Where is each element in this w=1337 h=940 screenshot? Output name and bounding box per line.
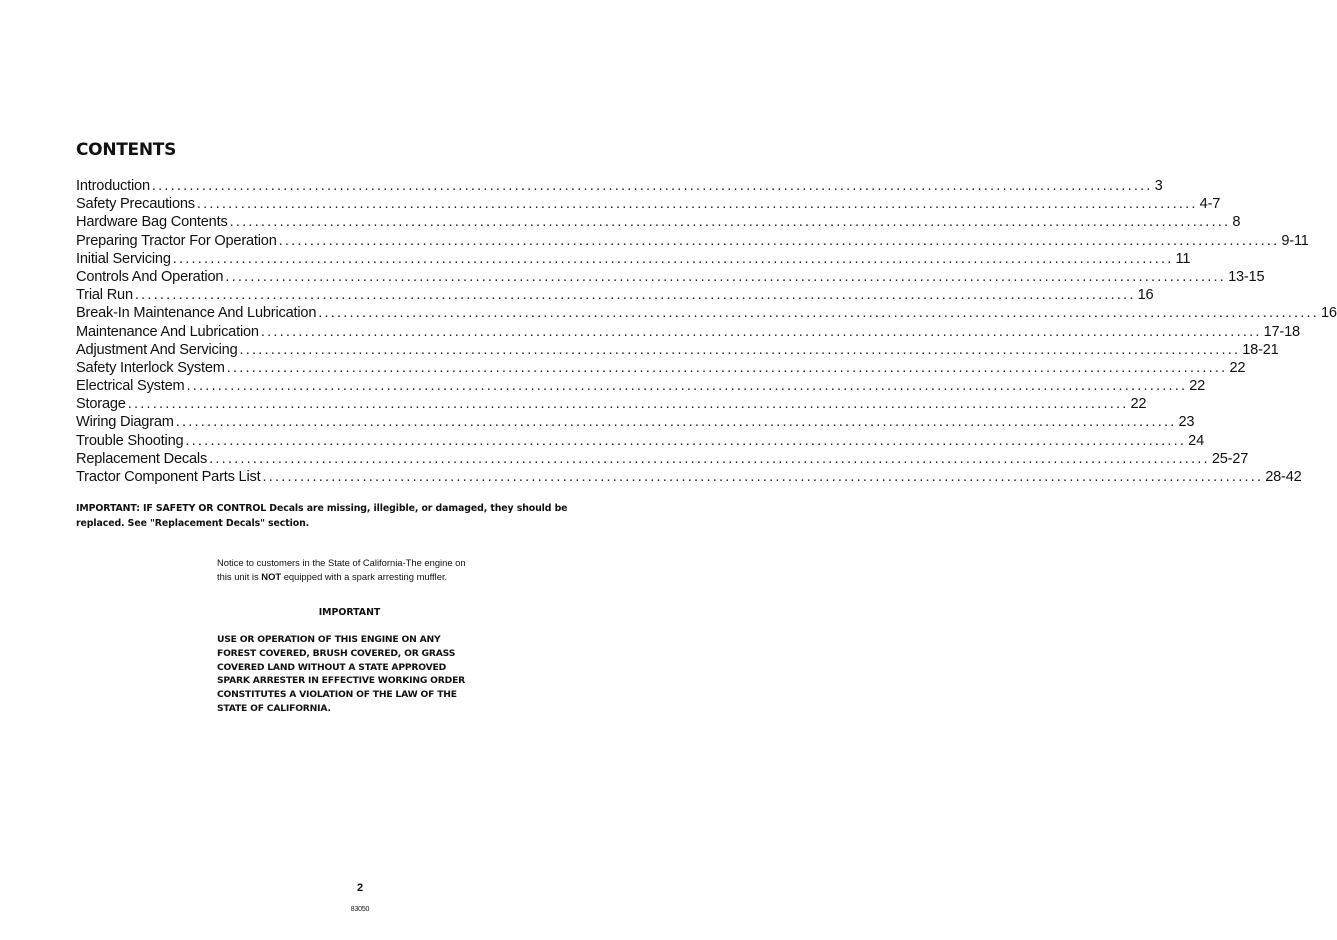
toc-entry <box>76 195 1221 213</box>
toc-leader-dots: ................................................................................................................................................................ <box>196 196 1198 213</box>
toc-entry <box>76 359 1246 377</box>
california-law-warning: USE OR OPERATION OF THIS ENGINE ON ANY FOREST COVERED, BRUSH COVERED, OR GRASS COVERED LAND WITHOUT A STATE APPROVED SPARK ARRESTER IN EFFECTIVE WORKING ORDER CONSTITUTES A VIOLATION OF THE LAW OF THE STATE OF CALIFORNIA. <box>217 634 466 714</box>
toc-entry-title: Electrical System <box>76 378 185 395</box>
toc-entry-page: 22 <box>1229 359 1246 376</box>
toc-entry-title: Tractor Component Parts List <box>76 469 261 485</box>
toc-leader-dots: ................................................................................................................................................................ <box>172 250 1174 267</box>
toc-entry-title: Storage <box>76 396 126 413</box>
toc-entry-title: Trouble Shooting <box>76 432 184 449</box>
toc-entry <box>76 213 1241 231</box>
toc-entry <box>76 341 1279 359</box>
toc-leader-dots: ................................................................................................................................................................ <box>229 214 1231 231</box>
toc-entry-title: Adjustment And Servicing <box>76 341 238 358</box>
toc-entry-page: 16 <box>1137 287 1154 304</box>
toc-entry-page: 25-27 <box>1211 450 1249 467</box>
toc-entry <box>76 177 1163 195</box>
toc-entry <box>76 377 1206 395</box>
toc-entry <box>76 286 1154 304</box>
page-number: 2 <box>356 882 364 894</box>
notice-text-after: equipped with a spark arresting muffler. <box>281 571 448 582</box>
toc-entry-title: Initial Servicing <box>76 250 171 267</box>
toc-entry-page: 22 <box>1189 378 1206 395</box>
toc-entry-page: 23 <box>1178 414 1195 431</box>
toc-entry-page: 17-18 <box>1263 323 1300 340</box>
toc-entry-page: 22 <box>1130 396 1147 413</box>
toc-entry-title: Controls And Operation <box>76 268 224 285</box>
toc-leader-dots: ................................................................................................................................................................ <box>225 268 1227 285</box>
toc-leader-dots: ................................................................................................................................................................ <box>262 469 1264 485</box>
toc-entry <box>76 432 1205 450</box>
toc-entry-title: Safety Precautions <box>76 196 195 213</box>
toc-entry <box>76 395 1147 413</box>
toc-entry-title: Wiring Diagram <box>76 414 174 431</box>
california-notice <box>217 556 482 584</box>
document-code: 83050 <box>350 906 370 913</box>
toc-entry-page: 8 <box>1232 214 1241 231</box>
toc-entry-title: Safety Interlock System <box>76 359 225 376</box>
toc-entry-page: 24 <box>1188 432 1205 449</box>
notice-emphasis: NOT <box>261 571 282 582</box>
toc-leader-dots: ................................................................................................................................................................ <box>185 432 1187 449</box>
toc-leader-dots: ................................................................................................................................................................ <box>175 414 1177 431</box>
toc-leader-dots: ................................................................................................................................................................ <box>260 323 1262 340</box>
toc-entry-title: Trial Run <box>76 287 133 304</box>
toc-entry <box>76 413 1195 431</box>
toc-entry-page: 28-42 <box>1265 469 1302 485</box>
toc-leader-dots: ................................................................................................................................................................ <box>127 396 1129 413</box>
toc-leader-dots: ................................................................................................................................................................ <box>209 450 1210 467</box>
toc-leader-dots: ................................................................................................................................................................ <box>226 359 1228 376</box>
toc-entry-title: Maintenance And Lubrication <box>76 323 259 340</box>
toc-entry-page: 11 <box>1175 250 1191 267</box>
toc-entry <box>76 268 1265 286</box>
toc-entry-page: 3 <box>1154 178 1163 194</box>
toc-entry <box>76 450 1249 468</box>
toc-entry-page: 9-11 <box>1281 232 1309 249</box>
california-important-heading: IMPORTANT <box>318 607 381 618</box>
important-decals-note: IMPORTANT: IF SAFETY OR CONTROL Decals are missing, illegible, or damaged, they should be replaced. See "Replacement Decals" section. <box>76 503 568 529</box>
toc-entry-page: 18-21 <box>1242 341 1279 358</box>
toc-leader-dots: ................................................................................................................................................................ <box>151 178 1153 194</box>
toc-entry <box>76 232 1309 250</box>
toc-entry-title: Replacement Decals <box>76 450 208 467</box>
toc-leader-dots: ................................................................................................................................................................ <box>134 287 1136 304</box>
toc-entry <box>76 304 1337 322</box>
toc-leader-dots: ................................................................................................................................................................ <box>278 232 1280 249</box>
toc-entry-title: Preparing Tractor For Operation <box>76 232 277 249</box>
page-title: CONTENTS <box>76 140 177 160</box>
toc-leader-dots: ................................................................................................................................................................ <box>186 378 1188 395</box>
toc-leader-dots: ................................................................................................................................................................ <box>318 305 1319 322</box>
toc-entry-page: 16 <box>1321 305 1337 322</box>
toc-leader-dots: ................................................................................................................................................................ <box>239 341 1241 358</box>
toc-entry-title: Introduction <box>76 178 150 194</box>
toc-entry <box>76 468 1302 486</box>
toc-entry-page: 4-7 <box>1199 196 1221 213</box>
toc-entry-title: Break-In Maintenance And Lubrication <box>76 305 317 322</box>
toc-entry-title: Hardware Bag Contents <box>76 214 228 231</box>
table-of-contents <box>76 177 1337 486</box>
notice-text-before: Notice to customers in the State of California-The engine on this unit is <box>217 557 466 582</box>
toc-entry-page: 13-15 <box>1228 268 1265 285</box>
toc-entry <box>76 323 1300 341</box>
toc-entry <box>76 250 1191 268</box>
